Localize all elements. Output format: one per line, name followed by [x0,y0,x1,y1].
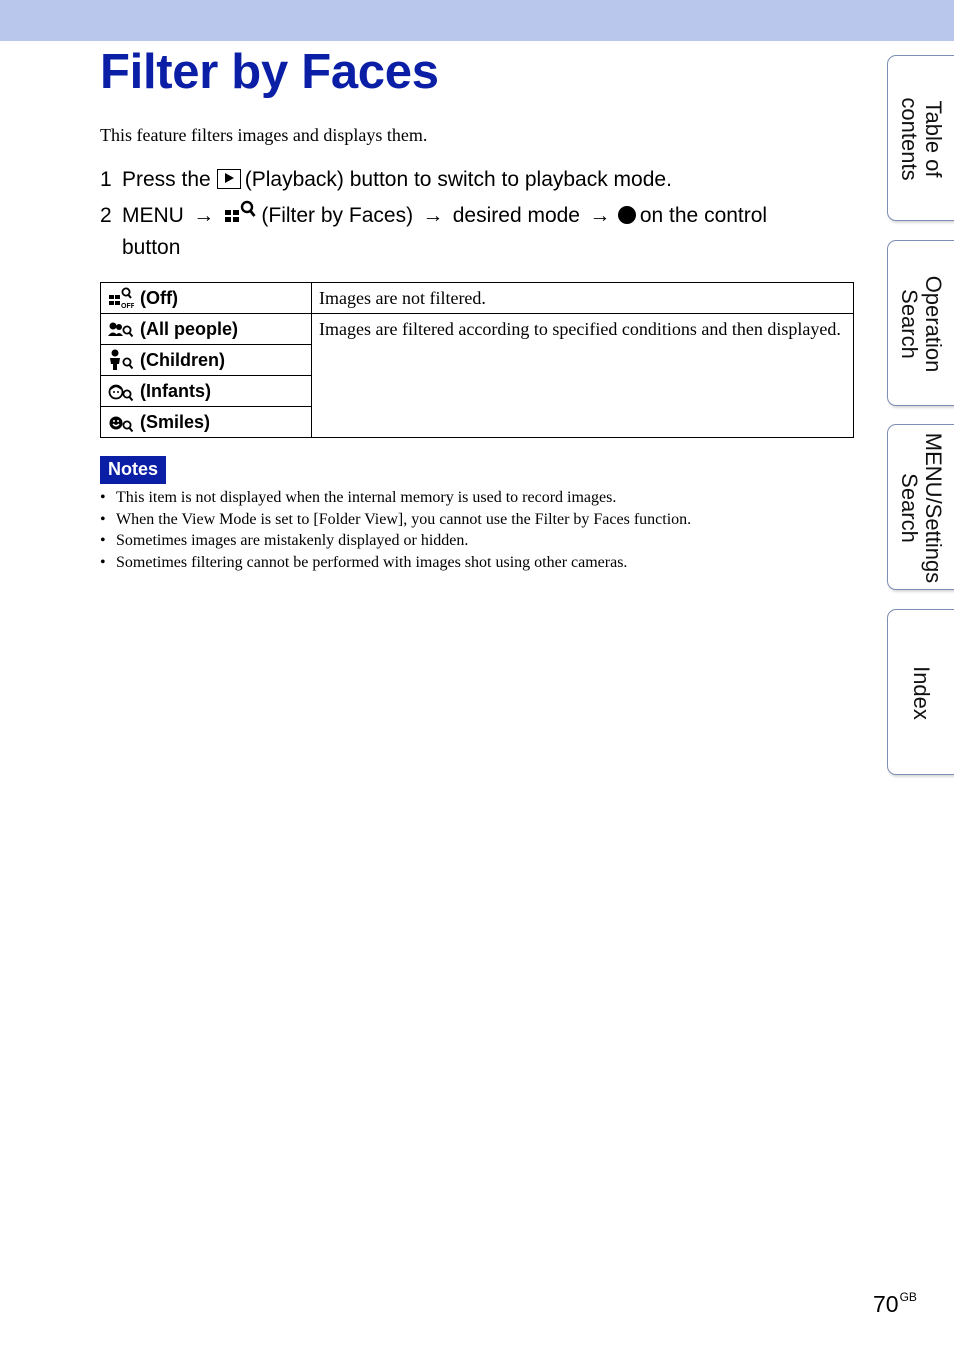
description-cell: Images are not filtered. [312,283,854,314]
step-text: Press the [122,168,211,191]
tab-label [897,423,945,593]
playback-icon [217,169,241,189]
step-number: 2 [100,204,112,228]
list-item: • Sometimes images are mistakenly displayed or hidden. [100,530,860,552]
page-number-suffix: GB [899,1290,917,1304]
center-button-icon [618,206,636,224]
filter-off-icon [108,287,134,309]
tab-label [897,54,945,224]
step-text: (Playback) button to switch to playback mode. [244,168,672,191]
tab-label-line: Operation [921,275,946,373]
notes-list [100,487,860,574]
menu-label: MENU [122,204,184,228]
step-number: 1 [100,168,112,191]
tab-operation-search[interactable] [887,240,954,406]
mode-label: (Smiles) [140,411,211,432]
tab-menu-settings-search[interactable] [887,424,954,590]
svg-text:OFF: OFF [121,303,134,309]
step-text: button [122,236,181,259]
children-icon [108,349,134,371]
tab-label [897,239,945,409]
notes-label: Notes [100,456,166,484]
step-text: on the control [639,204,768,228]
step-text: desired mode [452,204,580,228]
tab-index[interactable] [887,609,954,775]
mode-table [100,282,854,438]
mode-cell [101,407,312,438]
intro-text: This feature filters images and displays them. [100,125,428,145]
smiles-icon [108,413,134,433]
page-number-value: 70 [873,1291,899,1317]
filter-by-faces-icon [224,200,256,233]
all-people-icon [108,320,134,340]
tab-label-line: Search [897,289,922,359]
mode-label: (All people) [140,318,238,339]
tab-label-line: Index [909,666,934,720]
list-item: • This item is not displayed when the internal memory is used to record images. [100,487,860,509]
tab-label-line: MENU/Settings [921,432,946,584]
arrow-icon: → [422,204,444,228]
step-1 [100,165,830,195]
mode-cell [101,345,312,376]
step-2 [100,200,830,263]
arrow-icon: → [589,204,611,228]
description-cell: Images are filtered according to specified conditions and then displayed. [312,314,854,438]
tab-label [909,608,933,778]
tab-table-of-contents[interactable] [887,55,954,221]
table-row [101,314,854,345]
arrow-icon: → [193,204,215,228]
mode-cell [101,314,312,345]
list-item: • When the View Mode is set to [Folder View], you cannot use the Filter by Faces function. [100,509,860,531]
header-band [0,0,954,41]
mode-cell [101,283,312,314]
mode-label: (Children) [140,350,225,370]
tab-label-line: contents [897,97,922,181]
page-number [873,1290,917,1318]
tab-label-line: Table of [921,100,946,178]
mode-label: (Infants) [140,380,211,401]
mode-label: (Off) [140,288,178,308]
page-title: Filter by Faces [100,45,439,99]
step-text: (Filter by Faces) [261,204,414,228]
tab-label-line: Search [897,473,922,543]
mode-cell [101,376,312,407]
infants-icon [108,382,134,402]
list-item: • Sometimes filtering cannot be performed with images shot using other cameras. [100,552,860,574]
table-row [101,283,854,314]
